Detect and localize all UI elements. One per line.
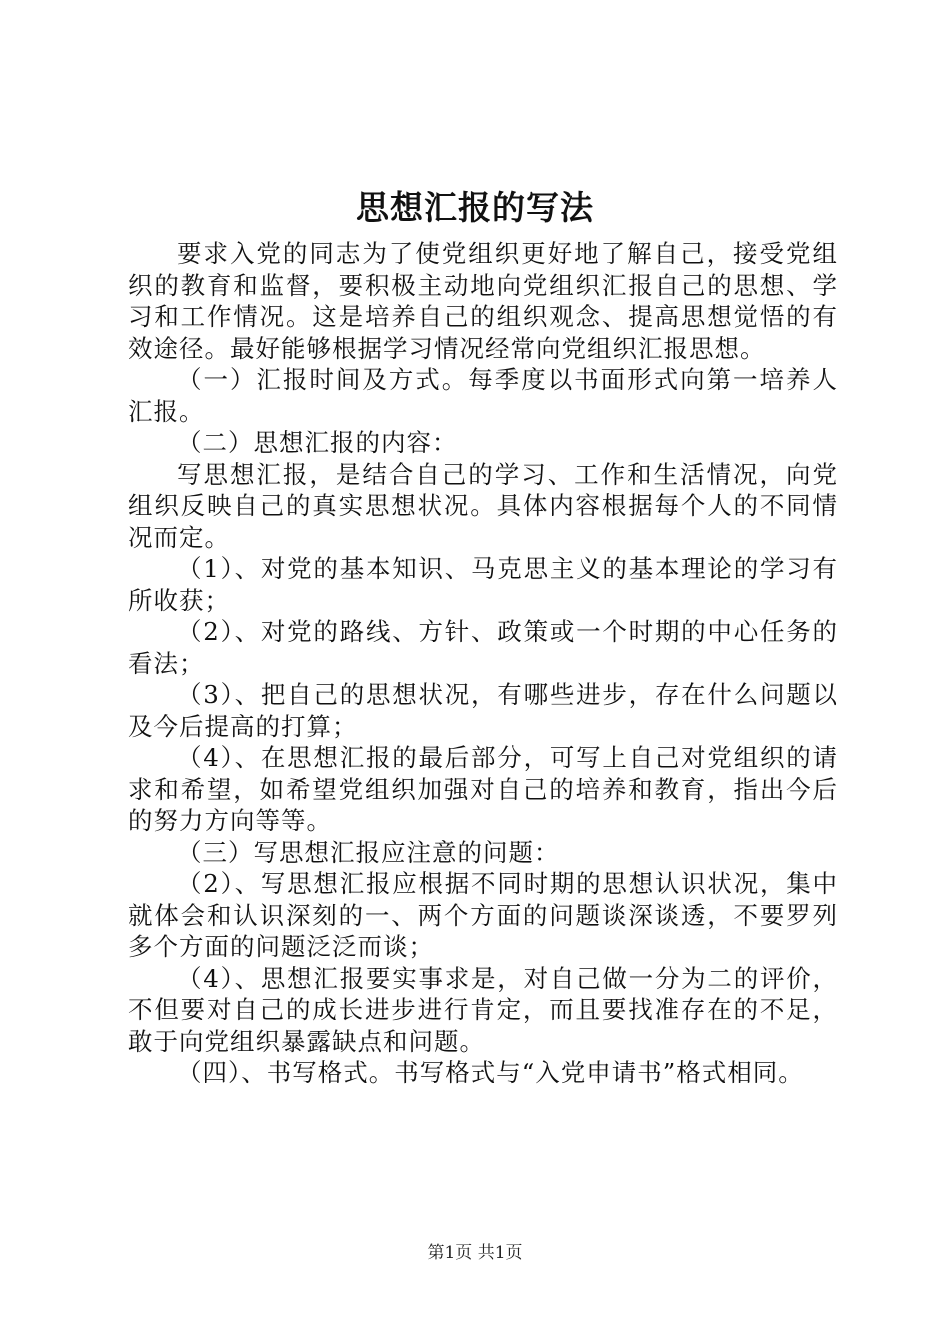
paragraph-section-2-heading: （二）思想汇报的内容： [177,428,458,457]
page-footer: 第1页 共1页 [427,1243,523,1263]
paragraph-item-2: （2）、对党的路线、方针、政策或一个时期的中心任务的看法； [128,617,838,678]
document-title: 思想汇报的写法 [356,188,594,227]
paragraph-item-1: （1）、对党的基本知识、马克思主义的基本理论的学习有所收获； [128,554,838,615]
paragraph-section-4: （四）、书写格式。书写格式与“入党申请书”格式相同。 [177,1058,804,1087]
paragraph-section-2-body: 写思想汇报，是结合自己的学习、工作和生活情况，向党组织反映自己的真实思想状况。具体内容根据每个人的不同情况而定。 [128,459,838,552]
paragraph-note-2: （2）、写思想汇报应根据不同时期的思想认识状况，集中就体会和认识深刻的一、两个方面的问题谈深谈透，不要罗列多个方面的问题泛泛而谈； [128,869,838,961]
paragraph-note-4: （4）、思想汇报要实事求是，对自己做一分为二的评价，不但要对自己的成长进步进行肯定，而且要找准存在的不足，敢于向党组织暴露缺点和问题。 [128,963,838,1056]
paragraph-intro: 要求入党的同志为了使党组织更好地了解自己，接受党组织的教育和监督，要积极主动地向党组织汇报自己的思想、学习和工作情况。这是培养自己的组织观念、提高思想觉悟的有效途径。最好能够根据学习情况经常向党组织汇报思想。 [128,239,838,363]
document-body [128,238,838,1089]
paragraph-section-3-heading: （三）写思想汇报应注意的问题： [177,837,560,867]
paragraph-item-4: （4）、在思想汇报的最后部分，可写上自己对党组织的请求和希望，如希望党组织加强对自己的培养和教育，指出今后的努力方向等等。 [128,743,838,835]
paragraph-section-1: （一）汇报时间及方式。每季度以书面形式向第一培养人汇报。 [128,365,838,426]
paragraph-item-3: （3）、把自己的思想状况，有哪些进步，存在什么问题以及今后提高的打算； [128,680,838,741]
